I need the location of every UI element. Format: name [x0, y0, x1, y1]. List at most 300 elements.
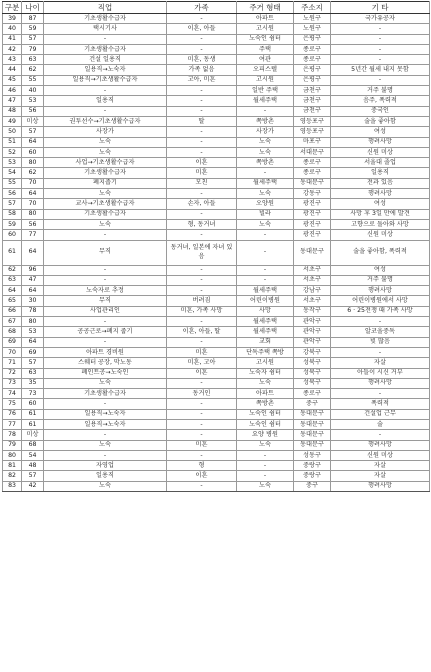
table-cell: -: [331, 24, 430, 34]
table-cell: -: [237, 168, 294, 178]
table-cell: -: [167, 86, 237, 96]
table-cell: 중랑구: [294, 461, 331, 471]
table-row: [3, 461, 430, 471]
document-page: [2, 1, 429, 492]
table-cell: 47: [3, 96, 22, 106]
table-row: [3, 199, 430, 209]
table-row: [3, 317, 430, 327]
table-cell: 사업관리인: [44, 306, 167, 316]
table-cell: 64: [22, 337, 44, 347]
table-row: [3, 116, 430, 126]
table-cell: 건설 일용직: [44, 55, 167, 65]
table-row: [3, 147, 430, 157]
table-cell: -: [167, 450, 237, 460]
table-cell: 노숙: [44, 378, 167, 388]
table-cell: -: [237, 461, 294, 471]
table-cell: -: [167, 96, 237, 106]
table-cell: 노숙: [237, 219, 294, 229]
table-cell: 64: [22, 137, 44, 147]
table-cell: -: [167, 106, 237, 116]
table-cell: 이혼: [167, 368, 237, 378]
table-row: [3, 24, 430, 34]
table-cell: 노숙인 쉼터: [237, 34, 294, 44]
table-cell: -: [331, 430, 430, 440]
table-cell: 40: [22, 86, 44, 96]
table-cell: 61: [22, 409, 44, 419]
table-cell: 이혼: [167, 471, 237, 481]
table-cell: 노숙: [237, 378, 294, 388]
table-cell: 60: [3, 230, 22, 240]
table-cell: 건설업 근무: [331, 409, 430, 419]
table-cell: 사장가: [237, 127, 294, 137]
table-body: [3, 14, 430, 492]
table-cell: -: [167, 317, 237, 327]
table-row: [3, 481, 430, 491]
table-cell: 종로구: [294, 158, 331, 168]
table-row: [3, 127, 430, 137]
table-cell: 여성: [331, 199, 430, 209]
table-cell: 52: [3, 147, 22, 157]
table-cell: 63: [3, 275, 22, 285]
table-cell: 알코올중독: [331, 327, 430, 337]
table-cell: -: [44, 230, 167, 240]
header-cell: 기 타: [331, 2, 430, 14]
table-cell: 음주, 폭력적: [331, 96, 430, 106]
table-cell: 서대문구: [294, 147, 331, 157]
table-cell: -: [44, 86, 167, 96]
table-cell: 월세주택: [237, 178, 294, 188]
table-cell: 신원 미상: [331, 147, 430, 157]
table-cell: 행려사망: [331, 481, 430, 491]
table-cell: 무직: [44, 240, 167, 265]
table-cell: 신원 미상: [331, 230, 430, 240]
table-cell: 57: [22, 471, 44, 481]
table-cell: 72: [3, 368, 22, 378]
table-cell: 62: [3, 265, 22, 275]
table-cell: 여관: [237, 55, 294, 65]
table-cell: 종로구: [294, 389, 331, 399]
table-cell: 노숙: [44, 440, 167, 450]
table-cell: 영등포구: [294, 116, 331, 126]
table-cell: 83: [3, 481, 22, 491]
table-cell: 폭력적: [331, 399, 430, 409]
table-row: [3, 450, 430, 460]
table-cell: 강동구: [294, 189, 331, 199]
table-cell: 교사→기초생활수급자: [44, 199, 167, 209]
table-cell: 고아, 미혼: [167, 75, 237, 85]
table-row: [3, 419, 430, 429]
table-cell: 기초생활수급자: [44, 44, 167, 54]
table-cell: 금천구: [294, 86, 331, 96]
table-cell: 종로구: [294, 44, 331, 54]
deaths-table: [2, 1, 430, 492]
table-row: [3, 209, 430, 219]
table-cell: 요양 병원: [237, 430, 294, 440]
table-cell: 월세주택: [237, 96, 294, 106]
table-cell: 80: [22, 158, 44, 168]
table-cell: 노숙: [44, 189, 167, 199]
table-row: [3, 86, 430, 96]
table-cell: -: [167, 419, 237, 429]
table-cell: -: [44, 275, 167, 285]
table-cell: 노숙: [44, 219, 167, 229]
table-cell: 사망: [237, 306, 294, 316]
table-header: [3, 2, 430, 14]
table-cell: 자살: [331, 471, 430, 481]
header-cell: 구분: [3, 2, 22, 14]
table-cell: 이혼, 아들, 딸: [167, 327, 237, 337]
table-cell: 61: [22, 419, 44, 429]
table-cell: 술을 좋아함, 폭력적: [331, 240, 430, 265]
table-cell: 5년간 월세 내지 못함: [331, 65, 430, 75]
table-row: [3, 409, 430, 419]
table-cell: -: [167, 34, 237, 44]
table-cell: 70: [3, 347, 22, 357]
table-cell: 96: [22, 265, 44, 275]
table-cell: 고시원: [237, 24, 294, 34]
table-cell: -: [331, 317, 430, 327]
table-cell: 동대문구: [294, 240, 331, 265]
table-cell: -: [167, 137, 237, 147]
table-cell: 일용직→노숙자: [44, 409, 167, 419]
table-cell: 여성: [331, 127, 430, 137]
table-cell: 79: [22, 44, 44, 54]
table-cell: 국가유공자: [331, 14, 430, 24]
table-cell: 월세주택: [237, 317, 294, 327]
table-cell: 행려사망: [331, 137, 430, 147]
table-cell: -: [167, 147, 237, 157]
table-cell: 광진구: [294, 199, 331, 209]
table-cell: -: [237, 471, 294, 481]
table-row: [3, 389, 430, 399]
table-row: [3, 378, 430, 388]
table-cell: 47: [22, 275, 44, 285]
table-cell: -: [331, 44, 430, 54]
table-cell: 고시원: [237, 358, 294, 368]
table-cell: -: [167, 286, 237, 296]
table-cell: 68: [22, 440, 44, 450]
table-cell: 빚 많음: [331, 337, 430, 347]
table-cell: 78: [3, 430, 22, 440]
table-cell: 영등포구: [294, 127, 331, 137]
table-row: [3, 327, 430, 337]
table-cell: 금천구: [294, 96, 331, 106]
table-cell: -: [167, 189, 237, 199]
table-cell: 쪽방촌: [237, 399, 294, 409]
table-cell: 동거인: [167, 389, 237, 399]
table-cell: 59: [22, 24, 44, 34]
table-cell: 49: [3, 116, 22, 126]
table-cell: 53: [22, 96, 44, 106]
table-cell: 일용직: [44, 96, 167, 106]
table-row: [3, 55, 430, 65]
table-cell: 어린이병원: [237, 296, 294, 306]
table-row: [3, 306, 430, 316]
table-cell: -: [167, 44, 237, 54]
table-cell: 서울대 졸업: [331, 158, 430, 168]
table-cell: 은평구: [294, 65, 331, 75]
table-cell: 미혼, 고아: [167, 358, 237, 368]
table-cell: 노숙: [237, 189, 294, 199]
table-cell: 54: [22, 450, 44, 460]
table-cell: 64: [22, 189, 44, 199]
table-cell: 자살: [331, 461, 430, 471]
table-cell: 여성: [331, 265, 430, 275]
table-cell: -: [167, 230, 237, 240]
table-cell: 80: [22, 209, 44, 219]
table-row: [3, 368, 430, 378]
table-cell: 67: [3, 317, 22, 327]
table-cell: 택시기사: [44, 24, 167, 34]
table-cell: 이혼: [167, 158, 237, 168]
table-cell: 성북구: [294, 378, 331, 388]
table-cell: 성동구: [294, 450, 331, 460]
table-cell: 아파트 경비원: [44, 347, 167, 357]
table-cell: 56: [22, 106, 44, 116]
table-cell: 중랑구: [294, 471, 331, 481]
table-row: [3, 96, 430, 106]
table-cell: 57: [22, 358, 44, 368]
header-cell: 주거 형태: [237, 2, 294, 14]
table-cell: 광진구: [294, 230, 331, 240]
table-cell: -: [167, 378, 237, 388]
table-cell: 일용직→노숙자: [44, 65, 167, 75]
table-cell: 일용직→노숙자: [44, 419, 167, 429]
table-row: [3, 347, 430, 357]
table-cell: 62: [22, 168, 44, 178]
table-row: [3, 265, 430, 275]
table-row: [3, 219, 430, 229]
table-cell: 42: [3, 44, 22, 54]
table-cell: -: [167, 399, 237, 409]
table-cell: -: [44, 106, 167, 116]
table-cell: 은평구: [294, 34, 331, 44]
table-cell: -: [167, 209, 237, 219]
table-cell: 일용직: [44, 471, 167, 481]
header-row: [3, 2, 430, 14]
table-cell: 노숙: [237, 440, 294, 450]
table-row: [3, 471, 430, 481]
table-row: [3, 106, 430, 116]
table-cell: 기초생활수급자: [44, 389, 167, 399]
table-cell: 빌라: [237, 209, 294, 219]
table-cell: 동대문구: [294, 419, 331, 429]
table-cell: 77: [3, 419, 22, 429]
table-cell: 64: [22, 240, 44, 265]
table-row: [3, 178, 430, 188]
table-cell: 관악구: [294, 317, 331, 327]
table-row: [3, 230, 430, 240]
table-cell: -: [167, 481, 237, 491]
table-cell: 45: [3, 75, 22, 85]
table-cell: 73: [3, 378, 22, 388]
table-cell: 50: [3, 127, 22, 137]
table-cell: 손자, 아들: [167, 199, 237, 209]
table-cell: 동대문구: [294, 430, 331, 440]
table-cell: 고시원: [237, 75, 294, 85]
table-cell: 노숙인 쉼터: [237, 409, 294, 419]
table-cell: 주택: [237, 44, 294, 54]
table-cell: 60: [22, 147, 44, 157]
table-cell: 77: [22, 230, 44, 240]
table-cell: 43: [3, 55, 22, 65]
table-cell: 노숙: [44, 137, 167, 147]
table-cell: 노숙자 쉼터: [237, 368, 294, 378]
table-cell: 강남구: [294, 286, 331, 296]
table-row: [3, 75, 430, 85]
table-cell: -: [44, 265, 167, 275]
table-cell: 오피스텔: [237, 65, 294, 75]
table-cell: 61: [3, 240, 22, 265]
table-row: [3, 337, 430, 347]
table-cell: 형, 동거녀: [167, 219, 237, 229]
table-cell: 87: [22, 14, 44, 24]
table-cell: 서초구: [294, 296, 331, 306]
table-cell: 단독주택 쪽방: [237, 347, 294, 357]
table-cell: 거주 불명: [331, 275, 430, 285]
table-cell: 66: [3, 306, 22, 316]
table-cell: 58: [3, 209, 22, 219]
table-cell: 술: [331, 419, 430, 429]
table-cell: -: [237, 450, 294, 460]
table-cell: 미혼: [167, 347, 237, 357]
table-cell: -: [331, 75, 430, 85]
table-cell: 전과 있음: [331, 178, 430, 188]
table-cell: 사망 후 3일 만에 발견: [331, 209, 430, 219]
table-cell: 노숙자로 추정: [44, 286, 167, 296]
table-cell: 사업→기초생활수급자: [44, 158, 167, 168]
table-cell: 무직: [44, 296, 167, 306]
table-cell: -: [44, 337, 167, 347]
table-cell: -: [167, 127, 237, 137]
table-cell: 동거녀, 일본에 자녀 있음: [167, 240, 237, 265]
table-cell: -: [167, 275, 237, 285]
table-cell: 미상: [22, 430, 44, 440]
table-cell: 미혼: [167, 440, 237, 450]
table-cell: 56: [22, 219, 44, 229]
table-cell: 69: [22, 347, 44, 357]
table-cell: 기초생활수급자: [44, 168, 167, 178]
table-cell: 성북구: [294, 358, 331, 368]
table-cell: 48: [22, 461, 44, 471]
table-cell: 62: [22, 65, 44, 75]
table-cell: 중구: [294, 399, 331, 409]
table-cell: 동대문구: [294, 178, 331, 188]
table-cell: 종로구: [294, 55, 331, 65]
table-cell: 75: [3, 399, 22, 409]
table-cell: 폐지줍기: [44, 178, 167, 188]
table-cell: -: [331, 55, 430, 65]
table-cell: 노숙: [44, 147, 167, 157]
table-cell: 노숙인 쉼터: [237, 419, 294, 429]
table-cell: 기초생활수급자: [44, 14, 167, 24]
table-cell: 형: [167, 461, 237, 471]
table-cell: 노숙: [237, 147, 294, 157]
table-cell: 이혼, 아들: [167, 24, 237, 34]
table-cell: 가족 없음: [167, 65, 237, 75]
table-cell: 63: [22, 55, 44, 65]
table-row: [3, 65, 430, 75]
table-cell: 54: [3, 168, 22, 178]
table-cell: 모친: [167, 178, 237, 188]
table-cell: 쪽방촌: [237, 116, 294, 126]
table-cell: 64: [3, 286, 22, 296]
table-cell: 서초구: [294, 265, 331, 275]
table-cell: 76: [3, 409, 22, 419]
table-cell: -: [167, 337, 237, 347]
table-cell: 46: [3, 86, 22, 96]
table-cell: 고향으로 돌아와 사망: [331, 219, 430, 229]
table-cell: 관악구: [294, 337, 331, 347]
table-cell: 동대문구: [294, 409, 331, 419]
table-row: [3, 358, 430, 368]
table-cell: 딸: [167, 116, 237, 126]
table-cell: 노숙: [237, 481, 294, 491]
header-cell: 주소지: [294, 2, 331, 14]
table-row: [3, 286, 430, 296]
table-cell: 일반 주택: [237, 86, 294, 96]
table-cell: 종로구: [294, 168, 331, 178]
table-cell: -: [331, 389, 430, 399]
table-row: [3, 14, 430, 24]
table-cell: -: [237, 230, 294, 240]
table-cell: 35: [22, 378, 44, 388]
table-cell: 스웨터 공장, 막노동: [44, 358, 167, 368]
table-cell: -: [237, 265, 294, 275]
table-cell: 64: [22, 286, 44, 296]
table-cell: 80: [3, 450, 22, 460]
table-cell: 은평구: [294, 75, 331, 85]
table-cell: 41: [3, 34, 22, 44]
table-cell: 중구: [294, 481, 331, 491]
table-cell: 노숙: [237, 137, 294, 147]
table-cell: -: [44, 317, 167, 327]
table-cell: 중국인: [331, 106, 430, 116]
table-cell: 광진구: [294, 209, 331, 219]
table-cell: 78: [22, 306, 44, 316]
table-cell: 자살: [331, 358, 430, 368]
table-cell: 미상: [22, 116, 44, 126]
table-cell: 노원구: [294, 24, 331, 34]
table-cell: 아파트: [237, 14, 294, 24]
table-cell: 강북구: [294, 347, 331, 357]
table-cell: 광진구: [294, 219, 331, 229]
table-cell: -: [167, 265, 237, 275]
table-row: [3, 189, 430, 199]
table-cell: -: [44, 450, 167, 460]
table-cell: 56: [3, 189, 22, 199]
table-cell: -: [331, 34, 430, 44]
table-cell: 쪽방촌: [237, 158, 294, 168]
table-cell: 월세주택: [237, 327, 294, 337]
table-cell: 어린이병원에서 사망: [331, 296, 430, 306]
table-cell: 행려사망: [331, 440, 430, 450]
table-row: [3, 440, 430, 450]
table-cell: 노원구: [294, 14, 331, 24]
table-cell: 53: [3, 158, 22, 168]
table-cell: -: [237, 275, 294, 285]
table-cell: 79: [3, 440, 22, 450]
table-cell: 74: [3, 389, 22, 399]
table-cell: 59: [3, 219, 22, 229]
table-cell: -: [44, 399, 167, 409]
table-cell: 44: [3, 65, 22, 75]
table-cell: 57: [22, 34, 44, 44]
table-cell: 폐인트공→노숙인: [44, 368, 167, 378]
table-cell: 노숙: [44, 481, 167, 491]
table-cell: 53: [22, 327, 44, 337]
table-cell: 82: [3, 471, 22, 481]
